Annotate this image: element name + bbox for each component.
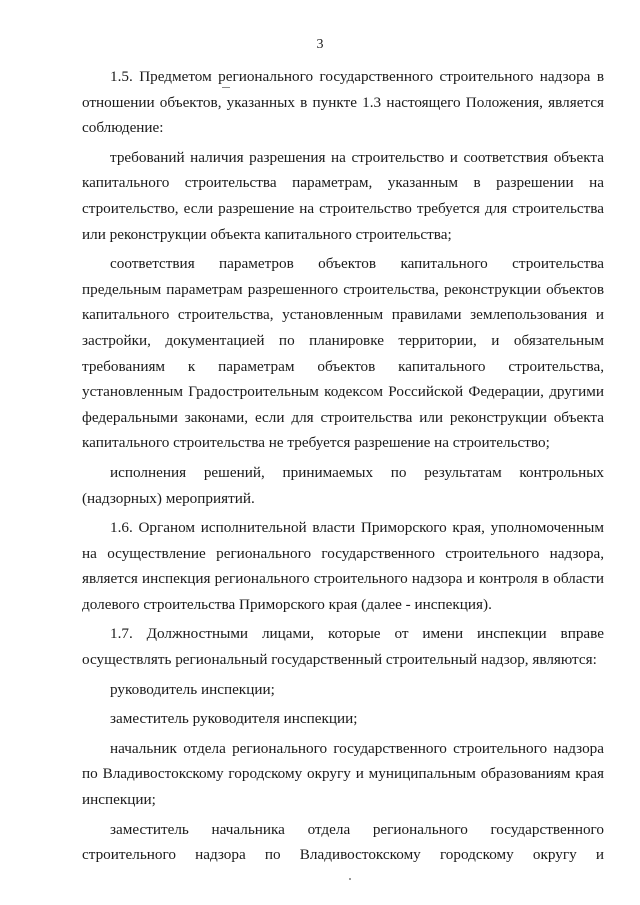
paragraph-requirement-permit: требований наличия разрешения на строительство и соответствия объекта капитального строительства параметрам, указанным в разрешении на строительство, если разрешение на строительство требуется для строительства или реконструкции объекта капитального строительства; <box>82 148 604 243</box>
list-item-department-head: начальник отдела регионального государственного строительного надзора по Владивостокскому городскому округу и муниципальным образованиям края инспекции; <box>82 739 604 809</box>
paragraph-requirement-decisions: исполнения решений, принимаемых по результатам контрольных (надзорных) мероприятий. <box>82 463 604 507</box>
page-number: 3 <box>316 37 324 52</box>
paragraph-requirement-parameters: соответствия параметров объектов капитального строительства предельным параметрам разрешенного строительства, реконструкции объектов капитального строительства, установленным правилами землепользования и застройки, документацией по планировке территории, и обязательным требованиям к параметрам объектов капитального строительства, установленным Градостроительным кодексом Российской Федерации, другими федеральными законами, если для строительства или реконструкции объекта капитального строительства не требуется разрешение на строительство; <box>82 255 604 452</box>
paragraph-1-5: 1.5. Предметом регионального государственного строительного надзора в отношении объектов, указанных в пункте 1.3 настоящего Положения, является соблюдение: <box>82 68 604 137</box>
paragraph-1-6: 1.6. Органом исполнительной власти Приморского края, уполномоченным на осуществление регионального государственного строительного надзора, является инспекция регионального строительного надзора и контроля в области долевого строительства Приморского края (далее - инспекция). <box>82 519 604 613</box>
list-item-deputy-department-head: заместитель начальника отдела регионального государственного строительного надзора по Владивостокскому городскому округу и <box>82 820 604 864</box>
list-item-deputy-head: заместитель руководителя инспекции; <box>110 710 358 728</box>
document-body <box>82 64 604 868</box>
scan-dot <box>349 878 351 880</box>
paragraph-1-7: 1.7. Должностными лицами, которые от имени инспекции вправе осуществлять региональный государственный строительный надзор, являются: <box>82 625 604 669</box>
list-item-head: руководитель инспекции; <box>110 680 275 698</box>
